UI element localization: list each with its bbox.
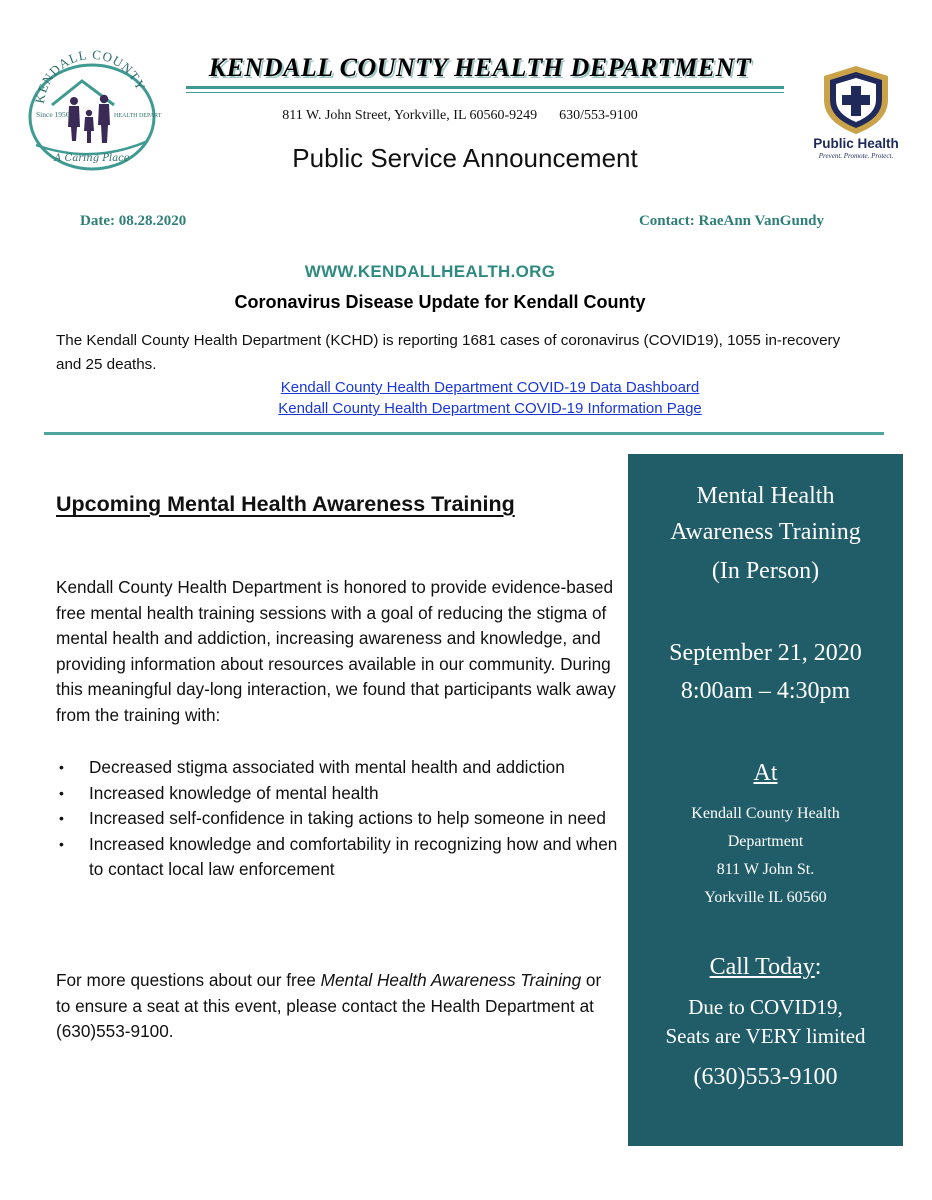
covid-heading: Coronavirus Disease Update for Kendall County — [234, 292, 646, 312]
event-at-label: At — [753, 760, 778, 786]
panel-title — [628, 478, 903, 550]
section-divider — [44, 432, 884, 435]
website-url[interactable]: WWW.KENDALLHEALTH.ORG — [304, 262, 556, 281]
event-phone: (630)553-9100 — [693, 1064, 838, 1090]
event-venue — [628, 800, 903, 912]
title-divider — [186, 86, 784, 89]
contact-person: Contact: RaeAnn VanGundy — [638, 213, 824, 229]
public-health-tagline: Prevent. Promote. Protect. — [818, 152, 894, 160]
title-divider-thin — [186, 92, 784, 93]
address-line — [180, 108, 740, 124]
covid-update-text: The Kendall County Health Department (KCHD) is reporting 1681 cases of coronavirus (COVID19), 1055 in-recovery and 25 deaths. — [56, 332, 841, 373]
seats-notice — [628, 993, 903, 1051]
list-item: • Increased knowledge of mental health — [56, 781, 620, 807]
training-description: Kendall County Health Department is honored to provide evidence-based free mental health training sessions with a goal of reducing the stigma of mental health and addiction, increasing awareness and knowledge, and providing information about resources available in our community. During this meaningful day-long interaction, we found that participants walk away from the training with: — [56, 577, 616, 725]
venue-line-2: Department — [727, 833, 804, 850]
venue-line-3: 811 W John St. — [716, 861, 815, 878]
event-panel — [628, 454, 903, 1146]
panel-title-line-2: Awareness Training — [670, 519, 861, 545]
release-date: Date: 08.28.2020 — [80, 213, 187, 229]
svg-text:HEALTH DEPARTMENT — [114, 113, 162, 119]
phone-number: 630/553-9100 — [559, 108, 638, 123]
kendall-county-logo — [22, 45, 162, 175]
information-page-link[interactable]: Kendall County Health Department COVID-19 Information Page — [278, 400, 702, 417]
logo-arc-text: KENDALL COUNTY — [31, 46, 149, 105]
announcement-title: Public Service Announcement — [292, 143, 638, 173]
data-dashboard-link[interactable]: Kendall County Health Department COVID-19 Data Dashboard — [280, 379, 700, 396]
call-today-colon: : — [814, 954, 822, 980]
list-item: • Increased knowledge and comfortability in recognizing how and when to contact local law enforcement — [56, 832, 620, 883]
event-date: September 21, 2020 — [669, 640, 862, 666]
closing-program-name: Mental Health Awareness Training — [320, 970, 582, 990]
public-health-brand: Public Health — [813, 136, 899, 151]
call-today — [628, 952, 903, 982]
logo-tagline: A Caring Place — [54, 153, 130, 164]
closing-text-end: or to ensure a seat at this event, please contact the Health Department at (630)553-9100. — [56, 970, 602, 1042]
venue-line-4: Yorkville IL 60560 — [704, 889, 827, 906]
benefits-list — [56, 755, 620, 883]
list-item: • Increased self-confidence in taking actions to help someone in need — [56, 806, 620, 832]
logo-health-department: HEALTH DEPART — [114, 113, 162, 119]
svg-text:Since 1956 — [36, 110, 70, 119]
street-address: 811 W. John Street, Yorkville, IL 60560-9249 — [282, 108, 538, 123]
department-title: KENDALL COUNTY HEALTH DEPARTMENT — [208, 53, 752, 82]
covid-links — [180, 377, 800, 419]
seats-notice-line-1: Due to COVID19, — [688, 995, 843, 1019]
list-item: • Decreased stigma associated with mental health and addiction — [56, 755, 620, 781]
public-health-logo — [800, 62, 912, 160]
venue-line-1: Kendall County Health — [691, 805, 840, 822]
svg-text:KENDALL COUNTY — [32, 47, 149, 105]
panel-title-line-1: Mental Health — [696, 483, 835, 509]
training-title: Upcoming Mental Health Awareness Training — [56, 492, 515, 516]
event-format: (In Person) — [711, 558, 820, 584]
seats-notice-line-2: Seats are VERY limited — [665, 1024, 866, 1048]
closing-text-start: For more questions about our free — [56, 970, 321, 990]
event-time: 8:00am – 4:30pm — [680, 678, 851, 704]
closing-paragraph — [56, 968, 620, 1045]
logo-since: Since 1956 — [36, 110, 70, 119]
call-today-label: Call Today — [709, 954, 815, 980]
